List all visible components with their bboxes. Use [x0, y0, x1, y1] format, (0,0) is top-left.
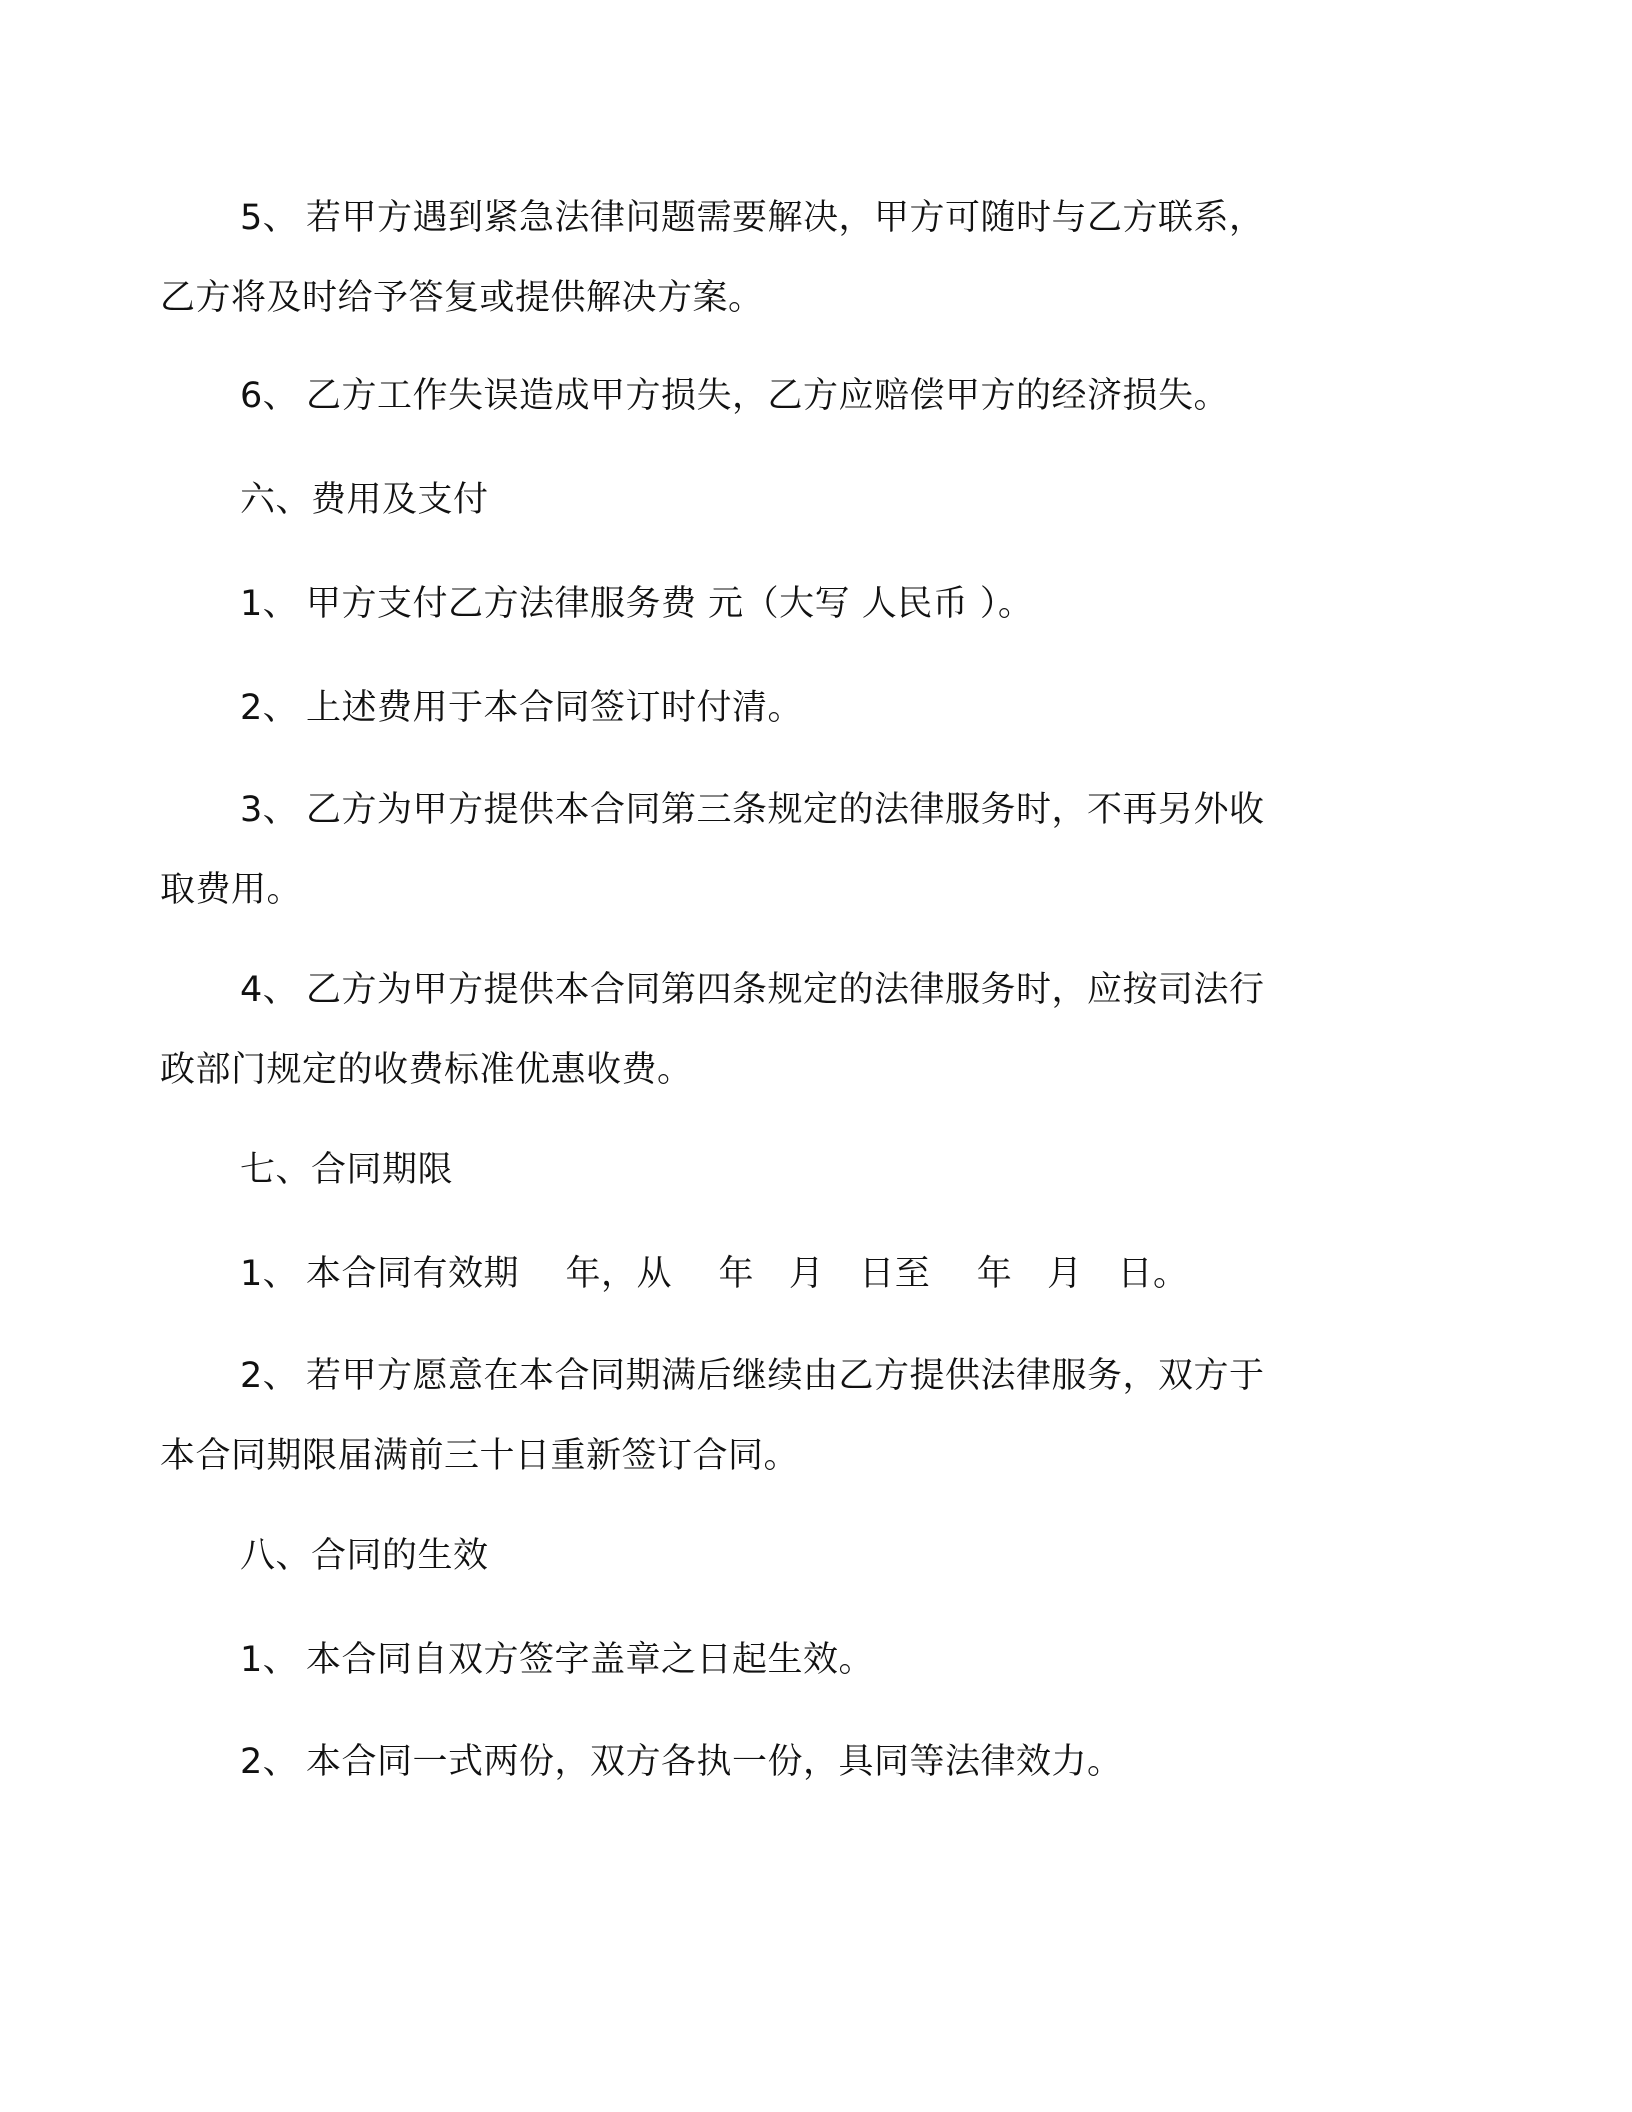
fees-item-2 [240, 668, 1390, 748]
clause-text-line: 若甲方愿意在本合同期满后继续由乙方提供法律服务，双方于 [306, 1356, 1265, 1396]
clause-text-line: 乙方将及时给予答复或提供解决方案。 [160, 278, 764, 318]
section-heading-term [240, 1130, 1390, 1210]
clause-text-line: 本合同期限届满前三十日重新签订合同。 [160, 1436, 800, 1476]
clause-number: 1、 [240, 1640, 299, 1680]
section-heading-fees [240, 460, 1390, 540]
clause-text-line: 取费用。 [160, 870, 303, 910]
section-heading: 八、合同的生效 [240, 1536, 489, 1576]
clause-number: 3、 [240, 790, 299, 830]
clause-number: 2、 [240, 1356, 299, 1396]
clause-5-urgent-issues [160, 178, 1390, 338]
clause-text-line: 本合同一式两份，双方各执一份，具同等法律效力。 [306, 1742, 1123, 1782]
clause-number: 1、 [240, 1254, 299, 1294]
clause-text-line: 本合同有效期 年，从 年 月 日至 年 月 日。 [306, 1254, 1189, 1294]
fees-item-1 [240, 564, 1390, 644]
clause-text-line: 若甲方遇到紧急法律问题需要解决，甲方可随时与乙方联系， [306, 198, 1265, 238]
clause-number: 2、 [240, 688, 299, 728]
section-heading: 六、费用及支付 [240, 480, 489, 520]
clause-number: 4、 [240, 970, 299, 1010]
clause-number: 6、 [240, 376, 299, 416]
fees-item-3 [160, 770, 1390, 930]
effectiveness-item-1 [240, 1620, 1390, 1700]
clause-6-compensation [240, 356, 1390, 436]
clause-text-line: 上述费用于本合同签订时付清。 [306, 688, 804, 728]
term-item-1 [240, 1234, 1390, 1314]
clause-number: 5、 [240, 198, 299, 238]
section-heading-effectiveness [240, 1516, 1390, 1596]
clause-number: 2、 [240, 1742, 299, 1782]
clause-text-line: 乙方为甲方提供本合同第三条规定的法律服务时，不再另外收 [306, 790, 1265, 830]
effectiveness-item-2 [240, 1722, 1390, 1802]
clause-text-line: 乙方工作失误造成甲方损失，乙方应赔偿甲方的经济损失。 [306, 376, 1230, 416]
clause-text-line: 政部门规定的收费标准优惠收费。 [160, 1050, 693, 1090]
clause-number: 1、 [240, 584, 299, 624]
clause-text-line: 乙方为甲方提供本合同第四条规定的法律服务时，应按司法行 [306, 970, 1265, 1010]
term-item-2 [160, 1336, 1390, 1496]
clause-text-line: 本合同自双方签字盖章之日起生效。 [306, 1640, 875, 1680]
section-heading: 七、合同期限 [240, 1150, 454, 1190]
fees-item-4 [160, 950, 1390, 1110]
clause-text-line: 甲方支付乙方法律服务费 元（大写 人民币 ）。 [306, 584, 1034, 624]
